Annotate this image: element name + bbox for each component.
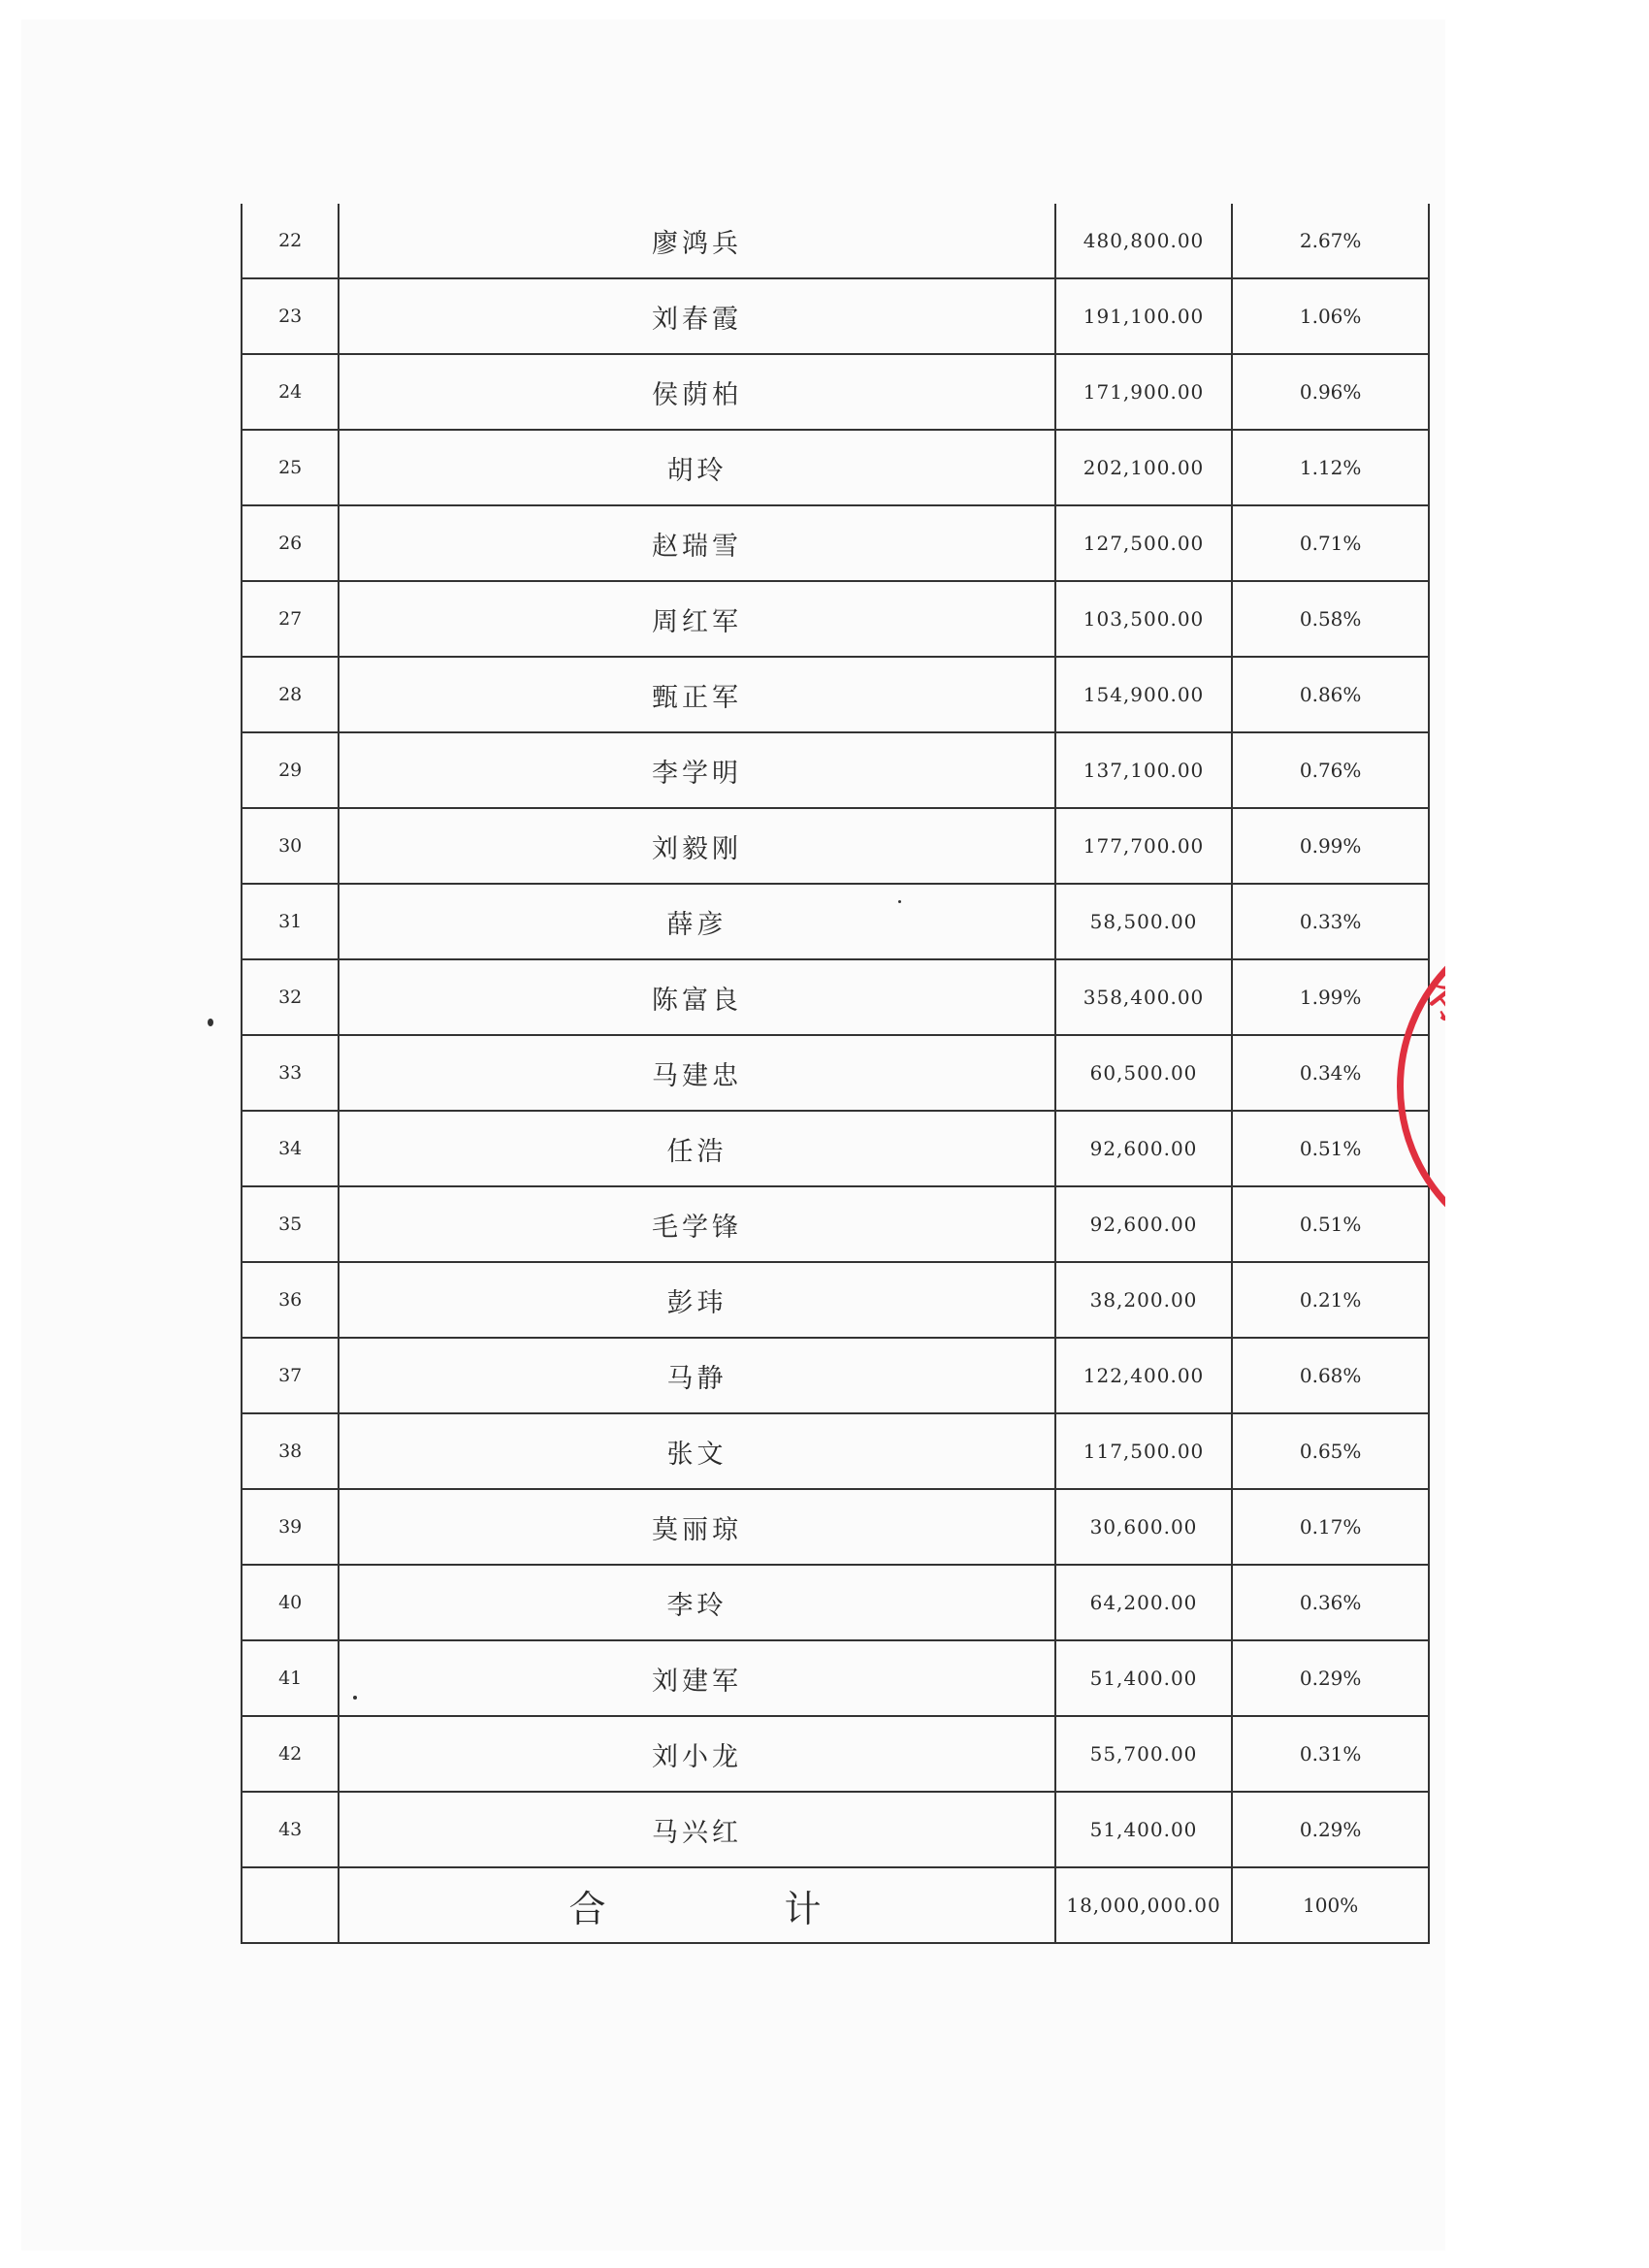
- row-name: 李玲: [339, 1565, 1054, 1640]
- row-name: 马建忠: [339, 1035, 1054, 1111]
- row-amount: 51,400.00: [1055, 1792, 1233, 1867]
- row-amount: 64,200.00: [1055, 1565, 1233, 1640]
- row-index: 23: [242, 278, 339, 354]
- scan-speck: [208, 1019, 213, 1026]
- row-name: 胡玲: [339, 430, 1054, 505]
- row-name: 刘毅刚: [339, 808, 1054, 884]
- scan-speck: [353, 1696, 357, 1700]
- row-percent: 0.71%: [1232, 505, 1429, 581]
- row-amount: 92,600.00: [1055, 1186, 1233, 1262]
- table-row: [242, 1186, 1429, 1262]
- row-percent: 0.29%: [1232, 1792, 1429, 1867]
- row-percent: 0.58%: [1232, 581, 1429, 657]
- row-amount: 103,500.00: [1055, 581, 1233, 657]
- row-name: 甄正军: [339, 657, 1054, 732]
- row-name: 马静: [339, 1338, 1054, 1413]
- row-name: 廖鸿兵: [339, 204, 1054, 278]
- row-index: 25: [242, 430, 339, 505]
- row-index: 24: [242, 354, 339, 430]
- row-index: 36: [242, 1262, 339, 1338]
- row-name: 刘春霞: [339, 278, 1054, 354]
- row-index: 28: [242, 657, 339, 732]
- table-row: [242, 1262, 1429, 1338]
- table-row: [242, 1338, 1429, 1413]
- table-row: [242, 1035, 1429, 1111]
- table-row: [242, 278, 1429, 354]
- row-index: 35: [242, 1186, 339, 1262]
- row-amount: 122,400.00: [1055, 1338, 1233, 1413]
- row-name: 陈富良: [339, 959, 1054, 1035]
- row-percent: 2.67%: [1232, 204, 1429, 278]
- total-percent: 100%: [1232, 1867, 1429, 1943]
- row-index: 37: [242, 1338, 339, 1413]
- row-amount: 51,400.00: [1055, 1640, 1233, 1716]
- scan-speck: [898, 900, 901, 903]
- row-percent: 0.17%: [1232, 1489, 1429, 1565]
- row-name: 马兴红: [339, 1792, 1054, 1867]
- row-percent: 1.99%: [1232, 959, 1429, 1035]
- row-percent: 0.34%: [1232, 1035, 1429, 1111]
- row-amount: 117,500.00: [1055, 1413, 1233, 1489]
- row-percent: 0.86%: [1232, 657, 1429, 732]
- row-name: 莫丽琼: [339, 1489, 1054, 1565]
- table-row: [242, 1640, 1429, 1716]
- row-index: 29: [242, 732, 339, 808]
- row-amount: 60,500.00: [1055, 1035, 1233, 1111]
- row-name: 周红军: [339, 581, 1054, 657]
- row-amount: 154,900.00: [1055, 657, 1233, 732]
- row-name: 刘小龙: [339, 1716, 1054, 1792]
- row-amount: 202,100.00: [1055, 430, 1233, 505]
- total-label-right: 计: [784, 1887, 825, 1930]
- row-amount: 30,600.00: [1055, 1489, 1233, 1565]
- row-name: 彭玮: [339, 1262, 1054, 1338]
- table-row: [242, 354, 1429, 430]
- row-index: 32: [242, 959, 339, 1035]
- row-amount: 127,500.00: [1055, 505, 1233, 581]
- total-index-cell: [242, 1867, 339, 1943]
- row-percent: 0.36%: [1232, 1565, 1429, 1640]
- row-index: 41: [242, 1640, 339, 1716]
- row-amount: 358,400.00: [1055, 959, 1233, 1035]
- row-amount: 137,100.00: [1055, 732, 1233, 808]
- row-percent: 0.99%: [1232, 808, 1429, 884]
- row-name: 刘建军: [339, 1640, 1054, 1716]
- total-label-left: 合: [568, 1887, 610, 1930]
- row-percent: 0.68%: [1232, 1338, 1429, 1413]
- table-row: [242, 732, 1429, 808]
- row-percent: 0.51%: [1232, 1186, 1429, 1262]
- shareholder-table: [241, 204, 1430, 1944]
- row-index: 33: [242, 1035, 339, 1111]
- row-name: 任浩: [339, 1111, 1054, 1186]
- row-name: 李学明: [339, 732, 1054, 808]
- row-percent: 0.51%: [1232, 1111, 1429, 1186]
- table-row: [242, 505, 1429, 581]
- row-index: 27: [242, 581, 339, 657]
- row-amount: 171,900.00: [1055, 354, 1233, 430]
- table-row: [242, 430, 1429, 505]
- table-row: [242, 581, 1429, 657]
- row-percent: 0.76%: [1232, 732, 1429, 808]
- row-name: 张文: [339, 1413, 1054, 1489]
- row-index: 39: [242, 1489, 339, 1565]
- row-name: 薛彦: [339, 884, 1054, 959]
- total-row: [242, 1867, 1429, 1943]
- table-row: [242, 884, 1429, 959]
- table-row: [242, 1716, 1429, 1792]
- row-index: 38: [242, 1413, 339, 1489]
- row-amount: 191,100.00: [1055, 278, 1233, 354]
- row-amount: 92,600.00: [1055, 1111, 1233, 1186]
- table-row: [242, 204, 1429, 278]
- row-name: 赵瑞雪: [339, 505, 1054, 581]
- table-row: [242, 959, 1429, 1035]
- table-row: [242, 1792, 1429, 1867]
- row-percent: 0.29%: [1232, 1640, 1429, 1716]
- row-percent: 0.65%: [1232, 1413, 1429, 1489]
- row-index: 43: [242, 1792, 339, 1867]
- row-percent: 0.96%: [1232, 354, 1429, 430]
- row-percent: 0.21%: [1232, 1262, 1429, 1338]
- row-amount: 480,800.00: [1055, 204, 1233, 278]
- row-index: 26: [242, 505, 339, 581]
- total-amount: 18,000,000.00: [1055, 1867, 1233, 1943]
- row-name: 侯荫柏: [339, 354, 1054, 430]
- row-percent: 0.33%: [1232, 884, 1429, 959]
- row-index: 30: [242, 808, 339, 884]
- table-row: [242, 1413, 1429, 1489]
- row-amount: 177,700.00: [1055, 808, 1233, 884]
- total-label: [339, 1867, 1054, 1943]
- table-row: [242, 657, 1429, 732]
- table-body: [242, 204, 1429, 1867]
- row-amount: 58,500.00: [1055, 884, 1233, 959]
- row-index: 31: [242, 884, 339, 959]
- row-amount: 38,200.00: [1055, 1262, 1233, 1338]
- table-row: [242, 1489, 1429, 1565]
- row-percent: 1.12%: [1232, 430, 1429, 505]
- row-name: 毛学锋: [339, 1186, 1054, 1262]
- row-index: 22: [242, 204, 339, 278]
- row-percent: 0.31%: [1232, 1716, 1429, 1792]
- page-margin-right: [1445, 0, 1649, 2268]
- row-amount: 55,700.00: [1055, 1716, 1233, 1792]
- table-row: [242, 1111, 1429, 1186]
- row-index: 40: [242, 1565, 339, 1640]
- row-index: 42: [242, 1716, 339, 1792]
- table-row: [242, 808, 1429, 884]
- row-percent: 1.06%: [1232, 278, 1429, 354]
- table-row: [242, 1565, 1429, 1640]
- row-index: 34: [242, 1111, 339, 1186]
